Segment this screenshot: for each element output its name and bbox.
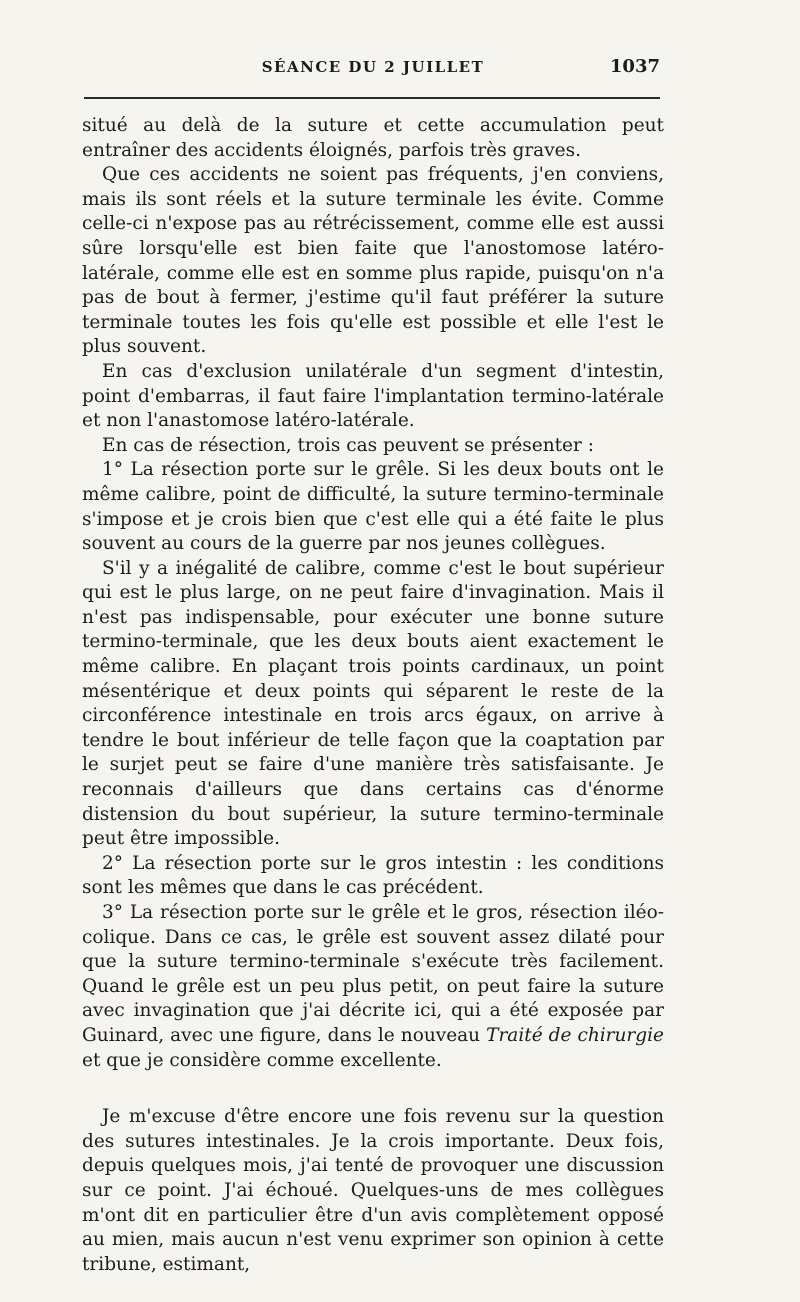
paragraph: 1° La résection porte sur le grêle. Si les deux bouts ont le même calibre, point de difficulté, la suture termino-terminale s'impose et je crois bien que c'est elle qui a été faite le plus souvent au cours de la guerre par nos jeunes collègues. xyxy=(82,459,664,555)
book-title: Traité de chirurgie xyxy=(486,1024,664,1046)
paragraph-with-title xyxy=(82,901,664,1073)
paragraph-text: et que je considère comme excellente. xyxy=(82,1049,442,1071)
paragraph: S'il y a inégalité de calibre, comme c'est le bout supérieur qui est le plus large, on ne peut faire d'invagination. Mais il n'est pas indispensable, pour exécuter une bonne suture termino-terminale, que les deux bouts aient exactement le même calibre. En plaçant trois points cardinaux, un point mésentérique et deux points qui séparent le reste de la circonférence intestinale en trois arcs égaux, on arrive à tendre le bout inférieur de telle façon que la coaptation par le surjet peut se faire d'une manière très satisfaisante. Je reconnais d'ailleurs que dans certains cas d'énorme distension du bout supérieur, la suture termino-terminale peut être impossible. xyxy=(82,557,664,850)
section-spacer xyxy=(82,1073,664,1105)
paragraph-continuation: situé au delà de la suture et cette accumulation peut entraîner des accidents éloignés, parfois très graves. xyxy=(82,115,664,161)
paragraph: En cas de résection, trois cas peuvent se présenter : xyxy=(102,434,594,456)
header-rule xyxy=(84,97,660,99)
paragraph: En cas d'exclusion unilatérale d'un segment d'intestin, point d'embarras, il faut faire l'implantation termino-latérale et non l'anastomose latéro-latérale. xyxy=(82,360,664,432)
paragraph-text: 3° La résection porte sur le grêle et le gros, résection iléo-colique. Dans ce cas, le grêle est souvent assez dilaté pour que la suture termino-terminale s'exécute très facilement. Quand le grêle est un peu plus petit, on peut faire la suture avec invagination que j'ai décrite ici, qui a été exposée par Guinard, avec une figure, dans le nouveau xyxy=(82,902,664,1046)
page-number: 1037 xyxy=(609,56,660,77)
paragraph: 2° La résection porte sur le gros intestin : les conditions sont les mêmes que dans le cas précédent. xyxy=(82,852,664,899)
body-text xyxy=(82,114,664,1277)
running-title: SÉANCE DU 2 JUILLET xyxy=(261,58,485,76)
running-header xyxy=(82,58,664,88)
paragraph: Que ces accidents ne soient pas fréquents, j'en conviens, mais ils sont réels et la suture terminale les évite. Comme celle-ci n'expose pas au rétrécissement, comme elle est aussi sûre lorsqu'elle est bien faite que l'anostomose latéro-latérale, comme elle est en somme plus rapide, puisqu'on n'a pas de bout à fermer, j'estime qu'il faut préférer la suture terminale toutes les fois qu'elle est possible et elle l'est le plus souvent. xyxy=(82,164,664,358)
paragraph: Je m'excuse d'être encore une fois revenu sur la question des sutures intestinales. Je la crois importante. Deux fois, depuis quelques mois, j'ai tenté de provoquer une discussion sur ce point. J'ai échoué. Quelques-uns de mes collègues m'ont dit en particulier être d'un avis complètement opposé au mien, mais aucun n'est venu exprimer son opinion à cette tribune, estimant, xyxy=(82,1106,664,1275)
